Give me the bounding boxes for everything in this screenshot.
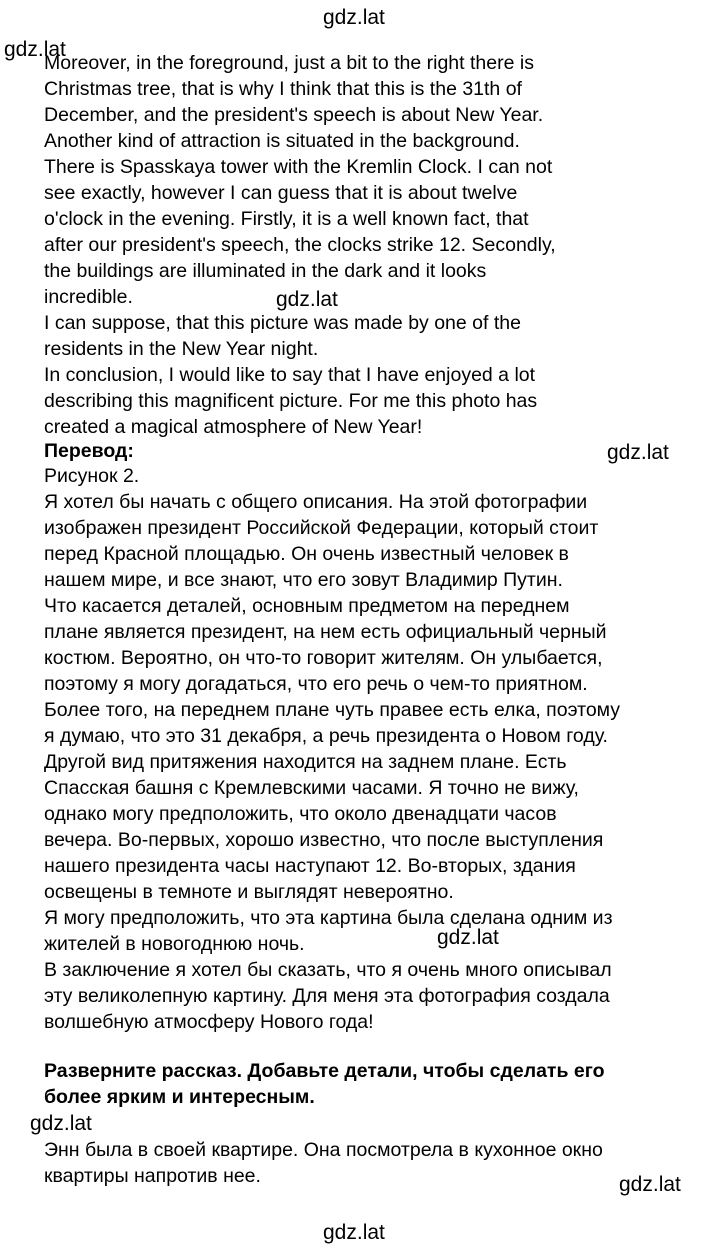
translation-line: вечера. Во-первых, хорошо известно, что после выступления	[44, 829, 604, 851]
english-line: Moreover, in the foreground, just a bit to the right there is	[44, 52, 534, 74]
translation-line: волшебную атмосферу Нового года!	[44, 1011, 374, 1033]
translation-line: перед Красной площадью. Он очень известный человек в	[44, 543, 569, 565]
translation-line: Я хотел бы начать с общего описания. На этой фотографии	[44, 491, 588, 513]
translation-line: плане является президент, на нем есть официальный черный	[44, 621, 607, 643]
english-line: after our president's speech, the clocks strike 12. Secondly,	[44, 234, 556, 256]
english-line: created a magical atmosphere of New Year!	[44, 416, 423, 438]
translation-line: Спасская башня с Кремлевскими часами. Я точно не вижу,	[44, 777, 579, 799]
watermark-left-2: gdz.lat	[30, 1112, 92, 1135]
translation-line: Я могу предположить, что эта картина была сделана одним из	[44, 907, 613, 929]
english-line: the buildings are illuminated in the dark and it looks	[44, 260, 487, 282]
translation-line: нашего президента часы наступают 12. Во-вторых, здания	[44, 855, 576, 877]
translation-line: Что касается деталей, основным предметом на переднем	[44, 595, 570, 617]
translation-line: освещены в темноте и выглядят невероятно.	[44, 881, 454, 903]
watermark-right-1: gdz.lat	[607, 441, 669, 464]
english-line: Christmas tree, that is why I think that this is the 31th of	[44, 78, 522, 100]
story-line: Энн была в своей квартире. Она посмотрела в кухонное окно	[44, 1139, 603, 1161]
translation-line: костюм. Вероятно, он что-то говорит жителям. Он улыбается,	[44, 647, 603, 669]
watermark-mid-1: gdz.lat	[276, 288, 338, 311]
translation-line: я думаю, что это 31 декабря, а речь президента о Новом году.	[44, 725, 608, 747]
translation-line: Другой вид притяжения находится на заднем плане. Есть	[44, 751, 567, 773]
english-line: There is Spasskaya tower with the Kremlin Clock. I can not	[44, 156, 553, 178]
watermark-top: gdz.lat	[323, 6, 385, 29]
task-line: Разверните рассказ. Добавьте детали, чтобы сделать его	[44, 1060, 605, 1082]
translation-line: поэтому я могу догадаться, что его речь о чем-то приятном.	[44, 673, 588, 695]
english-line: describing this magnificent picture. For me this photo has	[44, 390, 538, 412]
translation-line: жителей в новогоднюю ночь.	[44, 933, 305, 955]
watermark-left: gdz.lat	[4, 38, 66, 61]
translation-line: нашем мире, и все знают, что его зовут Владимир Путин.	[44, 569, 563, 591]
translation-line: эту великолепную картину. Для меня эта фотография создала	[44, 985, 610, 1007]
english-line: incredible.	[44, 286, 133, 308]
english-line: residents in the New Year night.	[44, 338, 319, 360]
story-line: квартиры напротив нее.	[44, 1165, 261, 1187]
watermark-right-2: gdz.lat	[619, 1173, 681, 1196]
task-line: более ярким и интересным.	[44, 1086, 315, 1108]
watermark-mid-2: gdz.lat	[437, 926, 499, 949]
translation-line: В заключение я хотел бы сказать, что я очень много описывал	[44, 959, 612, 981]
translation-heading: Перевод:	[44, 440, 134, 462]
translation-line: изображен президент Российской Федерации, который стоит	[44, 517, 599, 539]
english-line: December, and the president's speech is about New Year.	[44, 104, 544, 126]
watermark-bottom: gdz.lat	[323, 1221, 385, 1244]
english-line: In conclusion, I would like to say that I have enjoyed a lot	[44, 364, 536, 386]
english-line: I can suppose, that this picture was made by one of the	[44, 312, 521, 334]
translation-line: Рисунок 2.	[44, 465, 140, 487]
english-line: Another kind of attraction is situated in the background.	[44, 130, 520, 152]
english-line: o'clock in the evening. Firstly, it is a well known fact, that	[44, 208, 529, 230]
english-line: see exactly, however I can guess that it is about twelve	[44, 182, 518, 204]
translation-line: однако могу предположить, что около двенадцати часов	[44, 803, 557, 825]
translation-line: Более того, на переднем плане чуть правее есть елка, поэтому	[44, 699, 621, 721]
